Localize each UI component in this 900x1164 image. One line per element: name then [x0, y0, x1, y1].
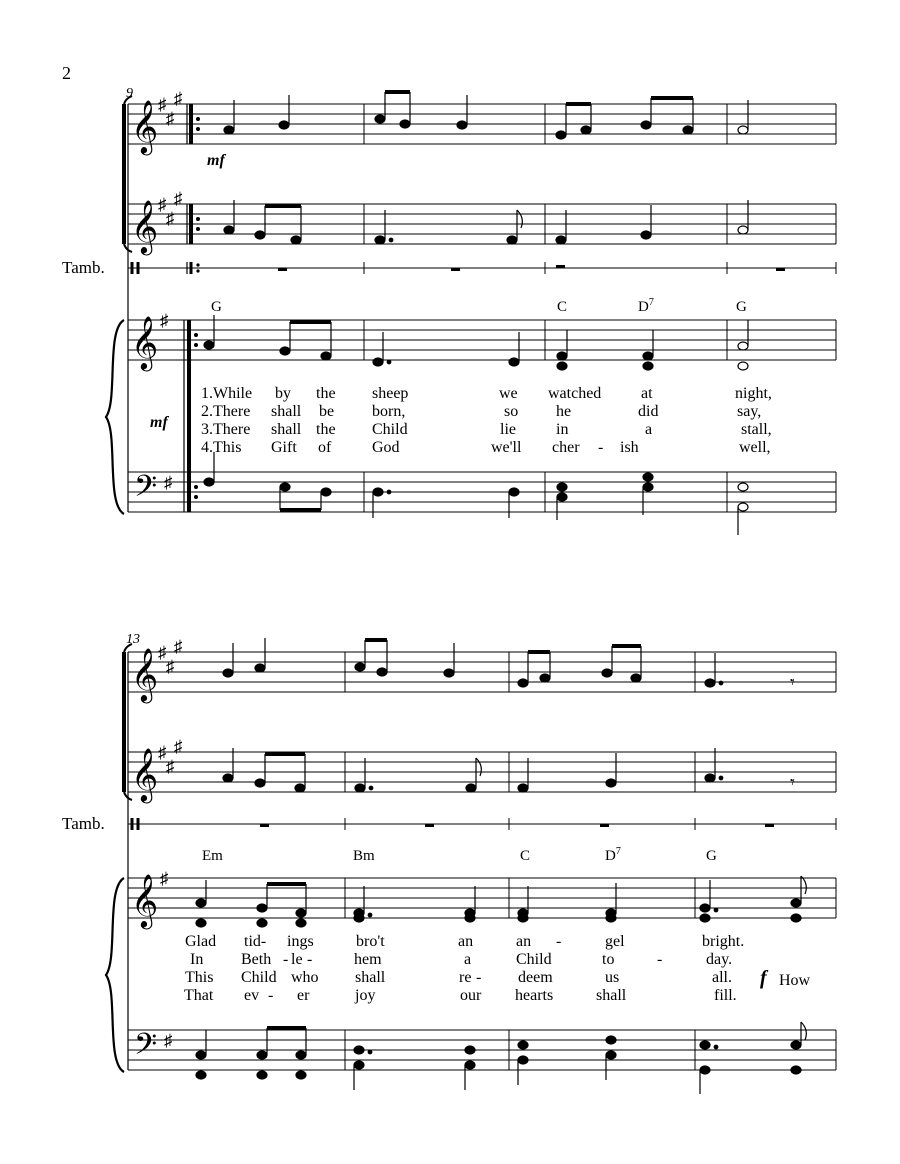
svg-text:♯: ♯	[174, 637, 183, 656]
harmony-notes	[223, 748, 723, 792]
repeat-dot-icon	[194, 495, 198, 499]
chord-symbol: $D^7$	[638, 297, 654, 315]
svg-text:♯: ♯	[166, 109, 175, 128]
lyric-syllable: shall	[271, 403, 302, 420]
lyric-syllable: hem	[354, 951, 382, 968]
repeat-dot-icon	[194, 333, 198, 337]
lyric-syllable: Gift	[271, 439, 297, 456]
lyric-syllable: ings	[287, 933, 314, 950]
lyric-syllable: fill.	[714, 987, 737, 1004]
repeat-dot-icon	[196, 227, 200, 231]
lyric-syllable: our	[460, 987, 482, 1004]
repeat-dot-icon	[196, 269, 199, 272]
chord-symbol: G	[736, 299, 747, 315]
key-signature-icon	[158, 189, 183, 228]
lyric-syllable: say,	[737, 403, 762, 420]
lyric-syllable: who	[291, 969, 319, 986]
repeat-dot-icon	[196, 127, 200, 131]
lyric-syllable: he	[556, 403, 572, 420]
key-signature-icon: ♯	[160, 869, 169, 888]
repeat-dot-icon	[196, 217, 200, 221]
svg-text:♯: ♯	[158, 95, 167, 114]
lyric-syllable: That	[184, 987, 214, 1004]
svg-text:♯: ♯	[166, 209, 175, 228]
instrument-label: Tamb.	[62, 258, 105, 277]
lyric-syllable: to	[602, 951, 615, 968]
lyric-syllable: well,	[739, 439, 771, 456]
lyric-syllable: stall,	[741, 421, 772, 438]
piano-brace	[106, 878, 124, 1072]
tambourine-staff-2	[128, 818, 836, 830]
harmony-notes	[224, 200, 748, 244]
lyric-syllable: gel	[605, 933, 625, 950]
treble-staff-1	[128, 652, 836, 692]
chord-symbol: G	[211, 299, 222, 315]
lyric-syllable: Glad	[185, 933, 217, 950]
lyric-syllable: ish	[620, 439, 639, 456]
eighth-rest-icon: 𝄾	[790, 772, 795, 792]
lyric-syllable: day.	[706, 951, 733, 968]
repeat-dot-icon	[196, 263, 199, 266]
piano-brace	[106, 320, 124, 514]
lyric-syllable: shall	[355, 969, 386, 986]
lyric-syllable: in	[556, 421, 569, 438]
lyric-syllable: of	[318, 439, 332, 456]
lyric-syllable: we'll	[491, 439, 522, 456]
lyric-syllable: cher	[552, 439, 580, 456]
svg-text:♯: ♯	[174, 737, 183, 756]
dynamic-marking: f	[760, 967, 767, 989]
lyric-syllable: This	[185, 969, 214, 986]
piano-treble-notes	[204, 315, 748, 370]
repeat-dot-icon	[194, 343, 198, 347]
lyric-syllable: re	[459, 969, 472, 986]
lyric-syllable: -	[556, 933, 562, 950]
bass-clef-icon: 𝄢	[134, 1028, 158, 1068]
lyric-syllable: shall	[596, 987, 627, 1004]
lyric-syllable: shall	[271, 421, 302, 438]
svg-text:♯: ♯	[166, 757, 175, 776]
piano-treble-notes	[196, 876, 806, 927]
chord-symbol: G	[706, 848, 717, 864]
piano-bass-notes	[204, 452, 748, 535]
treble-clef-icon: 𝄞	[131, 875, 159, 926]
treble-clef-icon: 𝄞	[131, 101, 159, 152]
lyric-syllable: -	[268, 987, 274, 1004]
lyric-syllable: deem	[518, 969, 553, 986]
lyric-syllable: born,	[372, 403, 406, 420]
key-signature-icon	[158, 89, 183, 128]
piano-bass-staff-2	[128, 1030, 836, 1070]
svg-text:♯: ♯	[166, 657, 175, 676]
svg-text:♯: ♯	[174, 89, 183, 108]
lyric-syllable: How	[779, 972, 811, 989]
treble-clef-icon: 𝄞	[131, 749, 159, 800]
measure-number-9: 9	[126, 86, 133, 101]
lyric-syllable: Child	[241, 969, 277, 986]
lyric-syllable: -	[476, 969, 482, 986]
treble-clef-icon: 𝄞	[131, 649, 159, 700]
lyric-syllable: an	[458, 933, 474, 950]
key-signature-icon: ♯	[164, 1031, 173, 1050]
lyric-syllable: In	[190, 951, 204, 968]
page-number: 2	[62, 63, 71, 83]
lyric-syllable: hearts	[515, 987, 554, 1004]
lyric-syllable: God	[372, 439, 400, 456]
lyric-syllable: bright.	[702, 933, 745, 950]
lyric-syllable: bro't	[356, 933, 385, 950]
lyric-syllable: at	[641, 385, 653, 402]
key-signature-icon: ♯	[160, 311, 169, 330]
eighth-rest-icon: 𝄾	[790, 672, 795, 692]
lyric-syllable: night,	[735, 385, 772, 402]
measure-number-13: 13	[126, 632, 140, 647]
lyric-syllable: tid-	[244, 933, 267, 950]
treble-clef-icon: 𝄞	[131, 317, 159, 368]
lyric-syllable: us	[605, 969, 620, 986]
lyric-syllable: er	[297, 987, 310, 1004]
lyric-syllable: Child	[516, 951, 552, 968]
lyric-syllable: did	[638, 403, 659, 420]
lyric-syllable: all.	[712, 969, 732, 986]
lyric-syllable: the	[316, 385, 336, 402]
repeat-dot-icon	[194, 485, 198, 489]
lyric-syllable: Child	[372, 421, 408, 438]
lyric-syllable: the	[316, 421, 336, 438]
lyric-syllable: -	[598, 439, 604, 456]
lyric-syllable: 2.There	[201, 403, 251, 420]
dynamic-marking: mf	[150, 414, 168, 431]
chord-symbol: C	[520, 848, 531, 864]
bass-clef-icon: 𝄢	[134, 470, 158, 510]
piano-treble-staff-2	[128, 878, 836, 918]
lyric-syllable: be	[319, 403, 335, 420]
instrument-label: Tamb.	[62, 814, 105, 833]
lyric-syllable: watched	[548, 385, 602, 402]
lyric-syllable: a	[464, 951, 472, 968]
chord-symbol: Em	[202, 848, 223, 864]
lyric-syllable: -	[283, 951, 289, 968]
lyric-syllable: le	[291, 951, 303, 968]
lyric-syllable: 4.This	[201, 439, 242, 456]
chord-symbols	[211, 297, 747, 315]
treble-clef-icon: 𝄞	[131, 201, 159, 252]
svg-text:♯: ♯	[158, 195, 167, 214]
tambourine-staff-1	[128, 262, 836, 274]
lyric-syllable: we	[499, 385, 518, 402]
key-signature-icon	[158, 637, 183, 676]
piano-bass-notes	[196, 1022, 806, 1094]
svg-text:♯: ♯	[174, 189, 183, 208]
chord-symbol: Bm	[353, 848, 375, 864]
lyric-syllable: ev	[244, 987, 260, 1004]
lyric-syllable: Beth	[241, 951, 272, 968]
svg-text:♯: ♯	[158, 743, 167, 762]
svg-text:♯: ♯	[158, 643, 167, 662]
lyric-syllable: joy	[355, 987, 376, 1004]
chord-symbols	[202, 846, 717, 864]
key-signature-icon: ♯	[164, 473, 173, 492]
lyric-syllable: so	[504, 403, 519, 420]
lyric-syllable: sheep	[372, 385, 409, 402]
key-signature-icon	[158, 737, 183, 776]
lyric-syllable: 3.There	[201, 421, 251, 438]
lyric-syllable: 1.While	[201, 385, 253, 402]
lyric-syllable: lie	[500, 421, 516, 438]
lyric-syllable: a	[645, 421, 653, 438]
lyric-syllable: by	[275, 385, 291, 402]
lyric-syllable: an	[516, 933, 532, 950]
repeat-dot-icon	[196, 117, 200, 121]
chord-symbol: $D^7$	[605, 846, 621, 864]
dynamic-marking: mf	[207, 152, 225, 169]
chord-symbol: C	[557, 299, 568, 315]
melody-notes	[224, 92, 748, 139]
lyric-syllable: -	[657, 951, 663, 968]
piano-bass-staff-1	[128, 472, 836, 512]
treble-staff-2	[128, 752, 836, 792]
lyric-syllable: -	[307, 951, 313, 968]
